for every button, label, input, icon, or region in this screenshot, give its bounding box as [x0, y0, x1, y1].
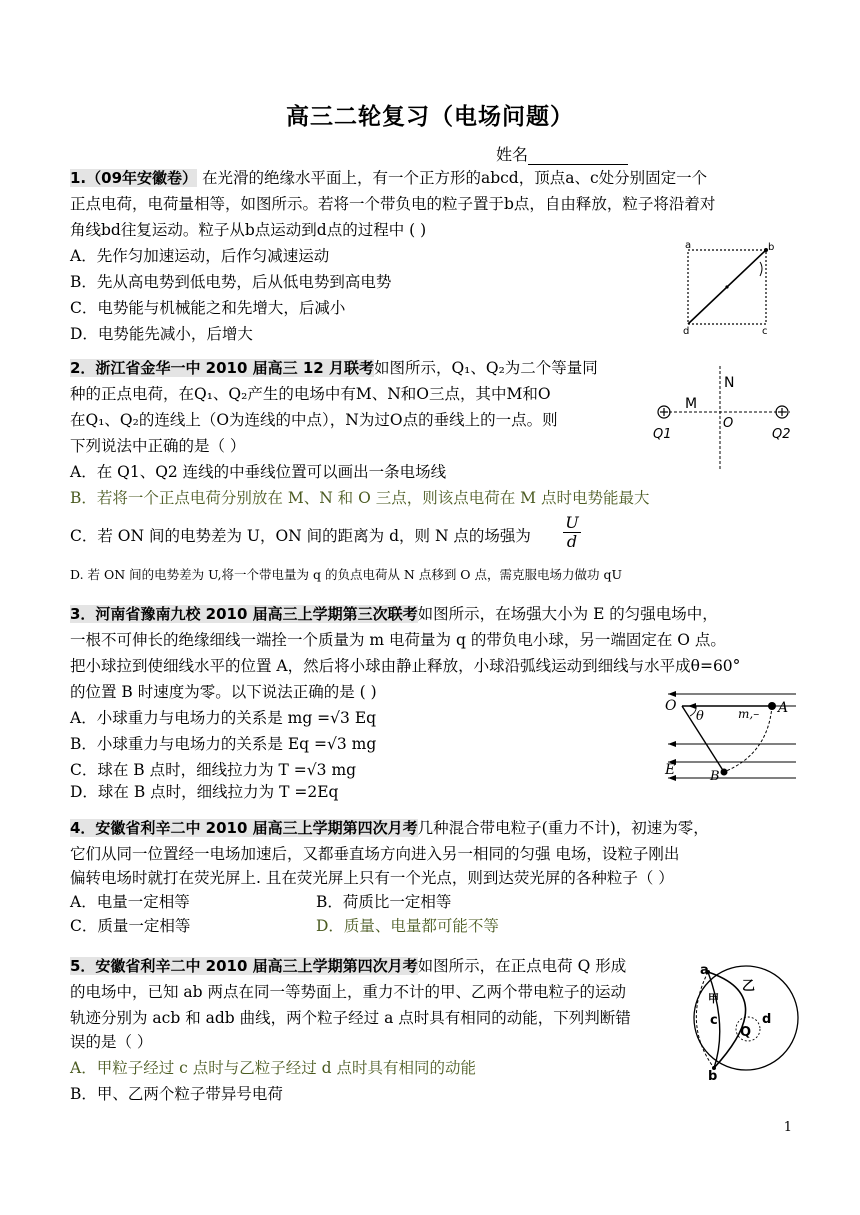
q2-line-4: 下列说法中正确的是（ ）	[70, 437, 246, 455]
q1-fig-label-c: c	[762, 326, 768, 335]
q2-fraction-denominator: d	[566, 532, 578, 551]
name-label: 姓名	[496, 145, 529, 164]
q4-source: 4．安徽省利辛二中 2010 届高三上学期第四次月考	[70, 819, 418, 837]
q2-fig-label-q2: Q2	[772, 427, 791, 442]
q3-line-2: 一根不可伸长的绝缘细线一端拴一个质量为 m 电荷量为 q 的带负电小球，另一端固定在 O 点。	[70, 631, 726, 649]
q2-option-c-text: C．若 ON 间的电势差为 U，ON 间的距离为 d，则 N 点的场强为	[70, 527, 531, 545]
q1-line-3: 角线bd往复运动。粒子从b点运动到d点的过程中 ( )	[70, 221, 427, 239]
q3-line-1	[70, 604, 718, 624]
q1-line-1	[70, 168, 707, 188]
page-title: 高三二轮复习（电场问题）	[286, 104, 574, 130]
q1-option-a: A．先作匀加速运动，后作匀减速运动	[70, 247, 330, 265]
q5-line-3: 轨迹分别为 acb 和 adb 曲线，两个粒子经过 a 点时具有相同的动能，下列判断错	[70, 1009, 631, 1027]
q3-text-1: 如图所示，在场强大小为 E 的匀强电场中，	[417, 605, 718, 623]
q2-source: 2．浙江省金华一中 2010 届高三 12 月联考	[70, 359, 374, 377]
q1-option-b: B．先从高电势到低电势，后从低电势到高电势	[70, 273, 392, 291]
q5-fig-label-jia: 甲	[708, 992, 719, 1005]
q1-option-c: C．电势能与机械能之和先增大，后减小	[70, 299, 346, 317]
q2-fig-label-o: O	[723, 416, 734, 431]
q2-option-c	[70, 526, 531, 546]
q1-line-2: 正点电荷，电荷量相等，如图所示。若将一个带负电的粒子置于b点，自由释放，粒子将沿着对	[70, 195, 716, 213]
q5-fig-label-q: Q	[740, 1025, 752, 1040]
q3-option-d: D．球在 B 点时，细线拉力为 T =2Eq	[70, 783, 339, 801]
q3-fig-label-a: A	[778, 700, 789, 716]
q3-option-c: C．球在 B 点时，细线拉力为 T =√3 mg	[70, 761, 357, 779]
q2-option-d: D. 若 ON 间的电势差为 U,将一个带电量为 q 的负点电荷从 N 点移到 O 点，需克服电场力做功 qU	[70, 567, 623, 582]
q5-fig-label-a: a	[700, 963, 709, 978]
q2-option-a: A．在 Q1、Q2 连线的中垂线位置可以画出一条电场线	[70, 463, 447, 481]
q4-text-1: 几种混合带电粒子(重力不计)，初速为零，	[417, 819, 709, 837]
q3-option-b: B．小球重力与电场力的关系是 Eq =√3 mg	[70, 735, 377, 753]
page-number: 1	[783, 1120, 792, 1135]
q1-source: 1.（09年安徽卷）	[70, 169, 198, 187]
q5-text-1: 如图所示，在正点电荷 Q 形成	[417, 957, 627, 975]
q3-fig-label-theta: θ	[696, 709, 704, 724]
q4-option-d: D．质量、电量都可能不等	[316, 917, 499, 935]
q3-line-3: 把小球拉到使细线水平的位置 A，然后将小球由静止释放，小球沿弧线运动到细线与水平成θ=60°	[70, 657, 741, 675]
q5-line-4: 误的是（ ）	[70, 1033, 153, 1051]
q3-field-figure	[660, 688, 800, 788]
name-field	[496, 142, 628, 165]
q4-option-b: B．荷质比一定相等	[316, 893, 452, 911]
q2-option-b: B．若将一个正点电荷分别放在 M、N 和 O 三点，则该点电荷在 M 点时电势能最大	[70, 489, 650, 507]
q5-option-b: B．甲、乙两个粒子带异号电荷	[70, 1085, 283, 1103]
q1-text-1: 在光滑的绝缘水平面上，有一个正方形的abcd，顶点a、c处分别固定一个	[201, 169, 708, 187]
q1-fig-label-d: d	[683, 326, 690, 335]
q5-fig-label-c: c	[710, 1013, 718, 1028]
q2-line-1	[70, 358, 598, 378]
q3-fig-label-m: m,–	[738, 707, 760, 721]
name-blank	[528, 148, 628, 165]
q2-fraction-numerator: U	[563, 514, 581, 533]
q2-charges-figure	[650, 360, 800, 472]
q3-fig-label-b: B	[710, 769, 720, 784]
q5-option-a: A．甲粒子经过 c 点时与乙粒子经过 d 点时具有相同的动能	[70, 1059, 477, 1077]
q5-fig-label-d: d	[762, 1012, 772, 1027]
q1-square-figure	[676, 240, 776, 335]
q3-option-a: A．小球重力与电场力的关系是 mg =√3 Eq	[70, 709, 377, 727]
q2-fig-label-n: N	[724, 375, 735, 391]
q2-fig-label-q1: Q1	[653, 427, 672, 442]
q4-line-2: 它们从同一位置经一电场加速后，又都垂直场方向进入另一相同的匀强 电场，设粒子刚出	[70, 845, 680, 863]
q4-line-1	[70, 818, 709, 838]
q5-line-2: 的电场中，已知 ab 两点在同一等势面上，重力不计的甲、乙两个带电粒子的运动	[70, 983, 627, 1001]
q5-fig-label-b: b	[708, 1069, 718, 1081]
q2-line-2: 种的正点电荷，在Q₁、Q₂产生的电场中有M、N和O三点，其中M和O	[70, 385, 551, 403]
q5-fig-label-yi: 乙	[742, 979, 756, 994]
q5-line-1	[70, 956, 626, 976]
q5-trajectory-figure	[690, 956, 805, 1081]
q3-line-4: 的位置 B 时速度为零。以下说法正确的是 ( )	[70, 683, 377, 701]
q1-option-d: D．电势能先减小，后增大	[70, 325, 253, 343]
q1-fig-label-a: a	[685, 240, 692, 251]
q3-source: 3．河南省豫南九校 2010 届高三上学期第三次联考	[70, 605, 418, 623]
q1-fig-label-b: b	[768, 242, 775, 253]
q2-text-1: 如图所示，Q₁、Q₂为二个等量同	[373, 359, 598, 377]
q2-fraction	[563, 514, 581, 551]
q4-option-a: A．电量一定相等	[70, 893, 190, 911]
q2-line-3: 在Q₁、Q₂的连线上（O为连线的中点），N为过O点的垂线上的一点。则	[70, 411, 558, 429]
q3-fig-label-e: E	[665, 762, 676, 778]
q3-fig-label-o: O	[665, 698, 677, 714]
q5-source: 5．安徽省利辛二中 2010 届高三上学期第四次月考	[70, 957, 418, 975]
q4-option-c: C．质量一定相等	[70, 917, 191, 935]
q2-fig-label-m: M	[685, 396, 698, 412]
q4-line-3: 偏转电场时就打在荧光屏上. 且在荧光屏上只有一个光点，则到达荧光屏的各种粒子（ ）	[70, 869, 674, 887]
